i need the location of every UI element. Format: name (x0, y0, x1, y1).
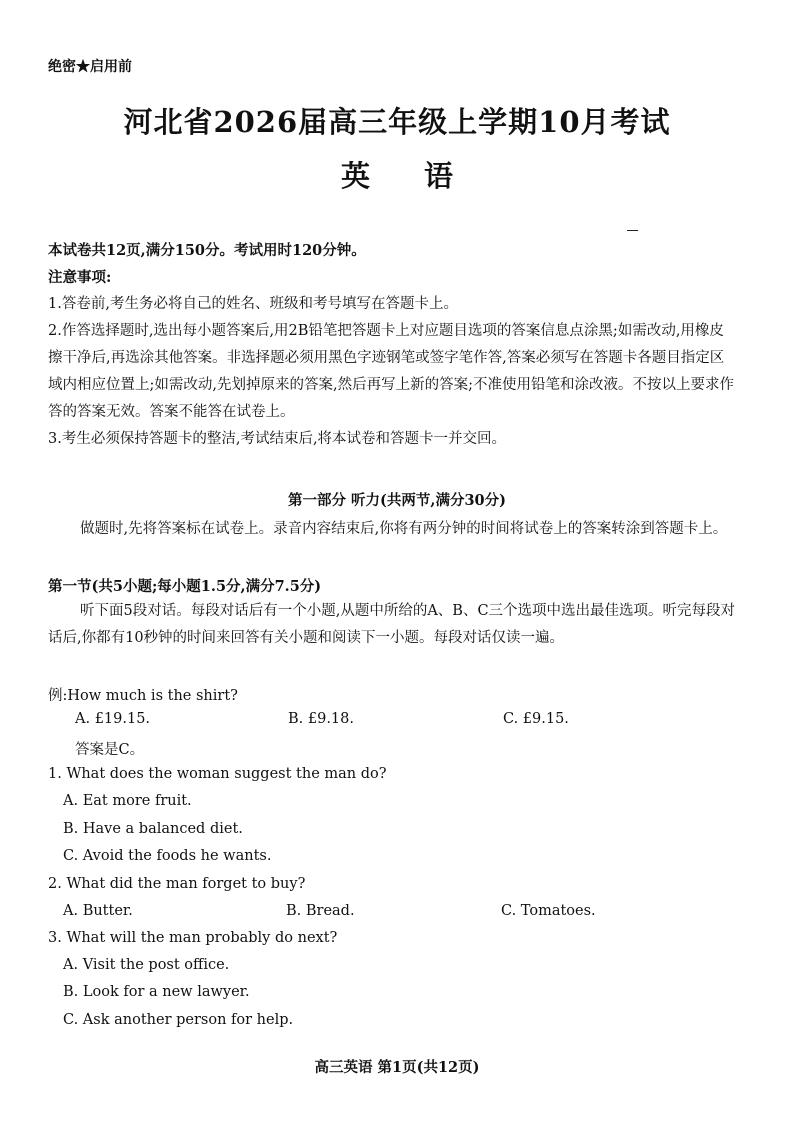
question-3: 3. What will the man probably do next? (48, 930, 338, 946)
example-option-b: B. £9.18. (288, 711, 354, 727)
question-2-option-c: C. Tomatoes. (501, 903, 596, 919)
section-instruction: 听下面5段对话。每段对话后有一个小题,从题中所给的A、B、C三个选项中选出最佳选项。听完每段对话后,你都有10秒钟的时间来回答有关小题和阅读下一小题。每段对话仅读一遍。 (48, 603, 736, 646)
note-item: 1.答卷前,考生务必将自己的姓名、班级和考号填写在答题卡上。 (48, 296, 458, 312)
question-2: 2. What did the man forget to buy? (48, 876, 306, 892)
exam-notes (48, 237, 738, 453)
example-option-a: A. £19.15. (75, 711, 151, 727)
note-item: 3.考生必须保持答题卡的整洁,考试结束后,将本试卷和答题卡一并交回。 (48, 431, 507, 447)
exam-title: 河北省2026届高三年级上学期10月考试 (123, 105, 671, 139)
question-1: 1. What does the woman suggest the man do? (48, 766, 387, 782)
example-answer: 答案是C。 (75, 742, 145, 758)
question-3-option-b: B. Look for a new lawyer. (63, 984, 250, 1000)
page-footer: 高三英语 第1页(共12页) (314, 1059, 480, 1076)
section-title: 第一节(共5小题;每小题1.5分,满分7.5分) (48, 578, 322, 595)
question-2-option-b: B. Bread. (286, 903, 355, 919)
question-3-option-a: A. Visit the post office. (63, 957, 230, 973)
subject-title: 英 语 (340, 159, 476, 193)
notes-heading: 注意事项: (48, 269, 112, 286)
question-1-option-c: C. Avoid the foods he wants. (63, 848, 272, 864)
note-item: 2.作答选择题时,选出每小题答案后,用2B铅笔把答题卡上对应题目选项的答案信息点涂黑;如需改动,用橡皮擦干净后,再选涂其他答案。非选择题必须用黑色字迹钢笔或签字笔作答,答案必须写在答题卡各题目指定区域内相应位置上;如需改动,先划掉原来的答案,然后再写上新的答案;不准使用铅笔和涂改液。不按以上要求作答的答案无效。答案不能答在试卷上。 (48, 323, 734, 420)
question-3-option-c: C. Ask another person for help. (63, 1012, 294, 1028)
question-1-option-a: A. Eat more fruit. (63, 793, 192, 809)
question-1-option-b: B. Have a balanced diet. (63, 821, 243, 837)
exam-summary: 本试卷共12页,满分150分。考试用时120分钟。 (48, 242, 366, 259)
question-2-option-a: A. Butter. (63, 903, 133, 919)
part-title: 第一部分 听力(共两节,满分30分) (288, 492, 506, 509)
example-option-c: C. £9.15. (503, 711, 569, 727)
part-instruction: 做题时,先将答案标在试卷上。录音内容结束后,你将有两分钟的时间将试卷上的答案转涂到答题卡上。 (80, 521, 728, 537)
confidential-label: 绝密★启用前 (48, 59, 132, 75)
divider-mark (627, 230, 638, 231)
example-question: 例:How much is the shirt? (48, 688, 238, 704)
